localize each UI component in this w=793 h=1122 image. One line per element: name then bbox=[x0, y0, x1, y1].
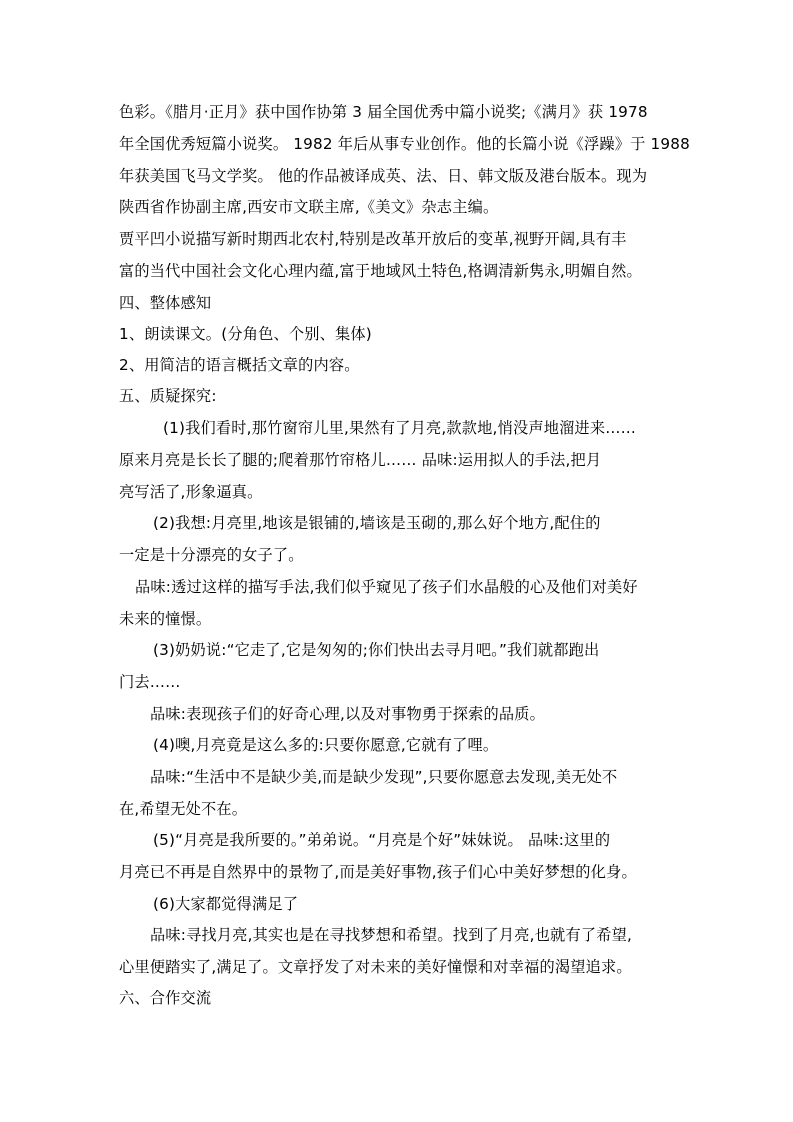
comment-6-line-1: 品味:寻找月亮,其实也是在寻找梦想和希望。找到了月亮,也就有了希望, bbox=[150, 926, 633, 944]
text-line-1: 色彩。《腊月·正月》获中国作协第 3 届全国优秀中篇小说奖;《满月》获 1978 bbox=[119, 103, 648, 121]
question-1-line-3: 亮写活了,形象逼真。 bbox=[119, 483, 263, 501]
comment-2-line-1: 品味:透过这样的描写手法,我们似乎窥见了孩子们水晶般的心及他们对美好 bbox=[135, 578, 638, 596]
question-1-line-2: 原来月亮是长长了腿的;爬着那竹帘格儿…… 品味:运用拟人的手法,把月 bbox=[119, 451, 602, 469]
text-line-3: 年获美国飞马文学奖。 他的作品被译成英、法、日、韩文版及港台版本。现为 bbox=[119, 167, 648, 185]
comment-4-line-2: 在,希望无处不在。 bbox=[119, 800, 248, 818]
text-line-6: 富的当代中国社会文化心理内蕴,富于地域风土特色,格调清新隽永,明媚自然。 bbox=[119, 262, 642, 280]
list-item-1: 1、朗读课文。(分角色、个别、集体) bbox=[119, 325, 372, 343]
list-item-2: 2、用简洁的语言概括文章的内容。 bbox=[119, 356, 360, 374]
question-2-line-2: 一定是十分漂亮的女子了。 bbox=[119, 546, 304, 564]
comment-4-line-1: 品味:“生活中不是缺少美,而是缺少发现”,只要你愿意去发现,美无处不 bbox=[150, 768, 618, 786]
text-line-2: 年全国优秀短篇小说奖。 1982 年后从事专业创作。他的长篇小说《浮躁》于 1988 bbox=[119, 135, 690, 153]
question-3-line-1: (3)奶奶说:“它走了,它是匆匆的;你们快出去寻月吧。”我们就都跑出 bbox=[153, 641, 600, 659]
question-6: (6)大家都觉得满足了 bbox=[153, 895, 299, 913]
comment-3: 品味:表现孩子们的好奇心理,以及对事物勇于探索的品质。 bbox=[150, 705, 546, 723]
question-3-line-2: 门去…… bbox=[119, 673, 181, 691]
text-line-4: 陕西省作协副主席,西安市文联主席,《美文》杂志主编。 bbox=[119, 198, 499, 216]
section-heading-5: 五、质疑探究: bbox=[119, 387, 217, 405]
comment-6-line-2: 心里便踏实了,满足了。文章抒发了对未来的美好憧憬和对幸福的渴望追求。 bbox=[119, 958, 632, 976]
question-5-line-2: 月亮已不再是自然界中的景物了,而是美好事物,孩子们心中美好梦想的化身。 bbox=[119, 863, 637, 881]
question-5-line-1: (5)“月亮是我所要的。”弟弟说。“月亮是个好”妹妹说。 品味:这里的 bbox=[153, 831, 611, 849]
question-4: (4)噢,月亮竟是这么多的:只要你愿意,它就有了哩。 bbox=[153, 736, 499, 754]
section-heading-4: 四、整体感知 bbox=[119, 294, 212, 312]
section-heading-6: 六、合作交流 bbox=[119, 989, 212, 1007]
comment-2-line-2: 未来的憧憬。 bbox=[119, 610, 212, 628]
question-1-line-1: (1)我们看时,那竹窗帘儿里,果然有了月亮,款款地,悄没声地溜进来…… bbox=[163, 419, 637, 437]
question-2-line-1: (2)我想:月亮里,地该是银铺的,墙该是玉砌的,那么好个地方,配住的 bbox=[153, 514, 601, 532]
text-line-5: 贾平凹小说描写新时期西北农村,特别是改革开放后的变革,视野开阔,具有丰 bbox=[119, 230, 627, 248]
